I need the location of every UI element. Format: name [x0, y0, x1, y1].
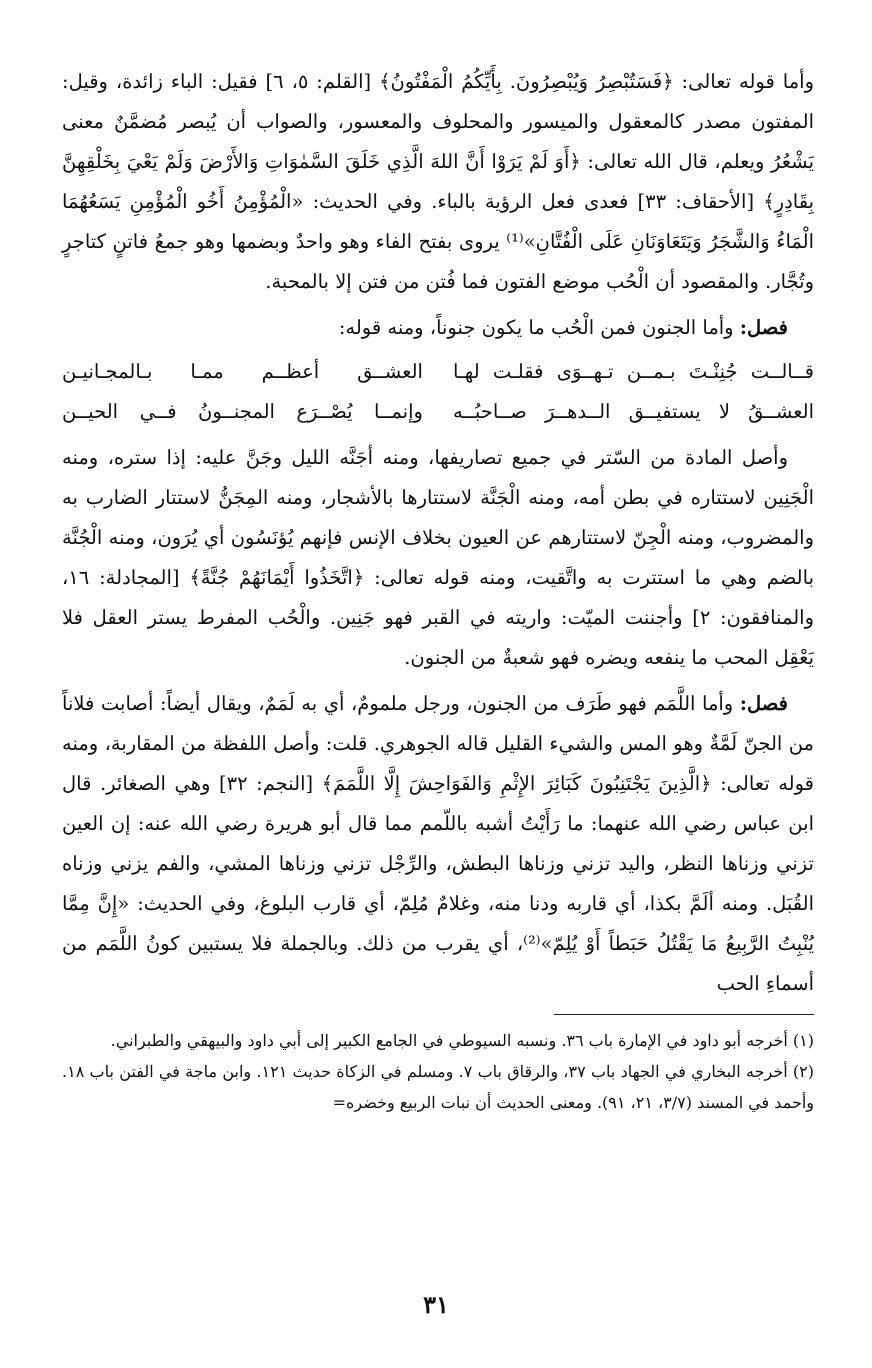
section-lamam	[62, 684, 814, 1004]
footnote-divider	[554, 1014, 814, 1015]
poem-verse	[62, 392, 814, 432]
poem-second-hemistich: وإنمــا يُصْــرَع المجنــونُ فــي الحيــن	[62, 400, 423, 423]
poem-second-hemistich: العشــق أعظــم ممـا بـالمجـانيـن	[62, 360, 423, 383]
section-text: وأما اللَّمَم فهو طَرَف من الجنون، ورجل ملمومٌ، أي به لَمَمٌ، ويقال أيضاً: أصابت فلاناً من الجنّ لَمَّةٌ وهو المس والشيء القليل قاله الجوهري. قلت: وأصل اللفظة من المقاربة، ومنه قوله تعالى: ﴿الَّذِينَ يَجْتَنِبُونَ كَبَائِرَ الإِثْمِ وَالفَوَاحِشَ إِلَّا اللَّمَمَ﴾ [النجم: ٣٢] وهي الصغائر. قال ابن عباس رضي الله عنهما: ما رَأَيْتُ أشبه باللّمم مما قال أبو هريرة رضي الله عنه: إن العين تزني وزناها النظر، واليد تزني وزناها البطش، والرِّجْل تزني وزناها المشي، والفم يزني وزناه القُبَل. ومنه ألَمَّ بكذا، أي قاربه ودنا منه، وغلامٌ مُلِمّ، أي قارب البلوغ، وفي الحديث: «إِنَّ مِمَّا يُنْبِتُ الرَّبِيعُ مَا يَقْتُلُ حَبَطاً أَوْ يُلِمّ»⁽²⁾، أي يقرب من ذلك. وبالجملة فلا يستبين كونُ اللَّمَم من أسماءِ الحب	[62, 692, 815, 995]
poem-first-hemistich: العشــقُ لا يستفيــق الــدهــرَ صــاحبُــه	[453, 400, 814, 423]
section-heading: فصل:	[739, 316, 788, 339]
poem	[62, 352, 814, 432]
poem-verse	[62, 352, 814, 392]
section-heading: فصل:	[739, 692, 788, 715]
paragraph-maftun: وأما قوله تعالى: ﴿فَسَتُبْصِرُ وَيُبْصِرُونَ. بِأَيِّكُمُ الْمَفْتُونُ﴾ [القلم: ٥، ٦] فقيل: الباء زائدة، وقيل: المفتون مصدر كالمعقول والميسور والمحلوف والمعسور، والصواب أن يُبصر مُضمَّنٌ معنى يَشْعُرُ ويعلم، قال الله تعالى: ﴿أَوَ لَمْ يَرَوْا أَنَّ اللهَ الَّذِي خَلَقَ السَّمٰوَاتِ وَالأَرْضَ وَلَمْ يَعْيَ بِخَلْقِهِنَّ بِقَادِرٍ﴾ [الأحقاف: ٣٣] فعدى فعل الرؤية بالباء. وفي الحديث: «الْمُؤْمِنُ أَخُو الْمُؤْمِنِ يَسَعُهُمَا الْمَاءُ وَالشَّجَرُ وَيَتَعَاوَنَانِ عَلَى الْفُتَّانِ»⁽¹⁾ يروى بفتح الفاء وهو واحدٌ وبضمها وهو جمعُ فاتنٍ كتاجرٍ وتُجَّار. والمقصود أن الْحُب موضع الفتون فما فُتن من فتن إلا بالمحبة.	[62, 70, 815, 293]
footnote-2: (٢) أخرجه البخاري في الجهاد باب ٣٧، والرقاق باب ٧. ومسلم في الزكاة حديث ١٢١. وابن ماجة في الفتن باب ١٨. وأحمد في المسند (٣/٧، ٢١، ٩١). ومعنى الحديث أن نبات الربيع وخضره=	[62, 1062, 815, 1112]
page-number: ٣١	[423, 1290, 449, 1319]
footnote-1: (١) أخرجه أبو داود في الإمارة باب ٣٦. ونسبه السيوطي في الجامع الكبير إلى أبي داود والبيهقي والطبراني.	[110, 1031, 814, 1050]
section-junun	[62, 308, 814, 348]
footnotes	[62, 1025, 814, 1118]
section-text: وأما الجنون فمن الْحُب ما يكون جنوناً، ومنه قوله:	[338, 316, 740, 339]
book-page	[62, 62, 814, 1118]
poem-first-hemistich: قــالــت جُنِنْـتَ بـمــن تـهــوَى فقلـت لهـا	[453, 360, 814, 383]
paragraph-jinn-origin: وأصل المادة من السّتر في جميع تصاريفها، ومنه أجَنَّه الليل وجَنَّ عليه: إذا ستره، ومنه الْجَنِين لاستتاره في بطن أمه، ومنه الْجَنَّة لاستتارها بالأشجار، ومنه المِجَنُّ لاستتار الضارب به والمضروب، ومنه الْجِنّ لاستتارهم عن العيون بخلاف الإنس فإنهم يُؤنَسُون أي يُرَون، ومنه الْجُنَّة بالضم وهي ما استترت به واتَّقيت، ومنه قوله تعالى: ﴿اتَّخَذُوا أَيْمَانَهُمْ جُنَّةً﴾ [المجادلة: ١٦، والمنافقون: ٢] وأجننت الميّت: واريته في القبر فهو جَنِين. والْحُب المفرط يستر العقل فلا يَعْقِل المحب ما ينفعه ويضره فهو شعبةٌ من الجنون.	[62, 446, 814, 669]
